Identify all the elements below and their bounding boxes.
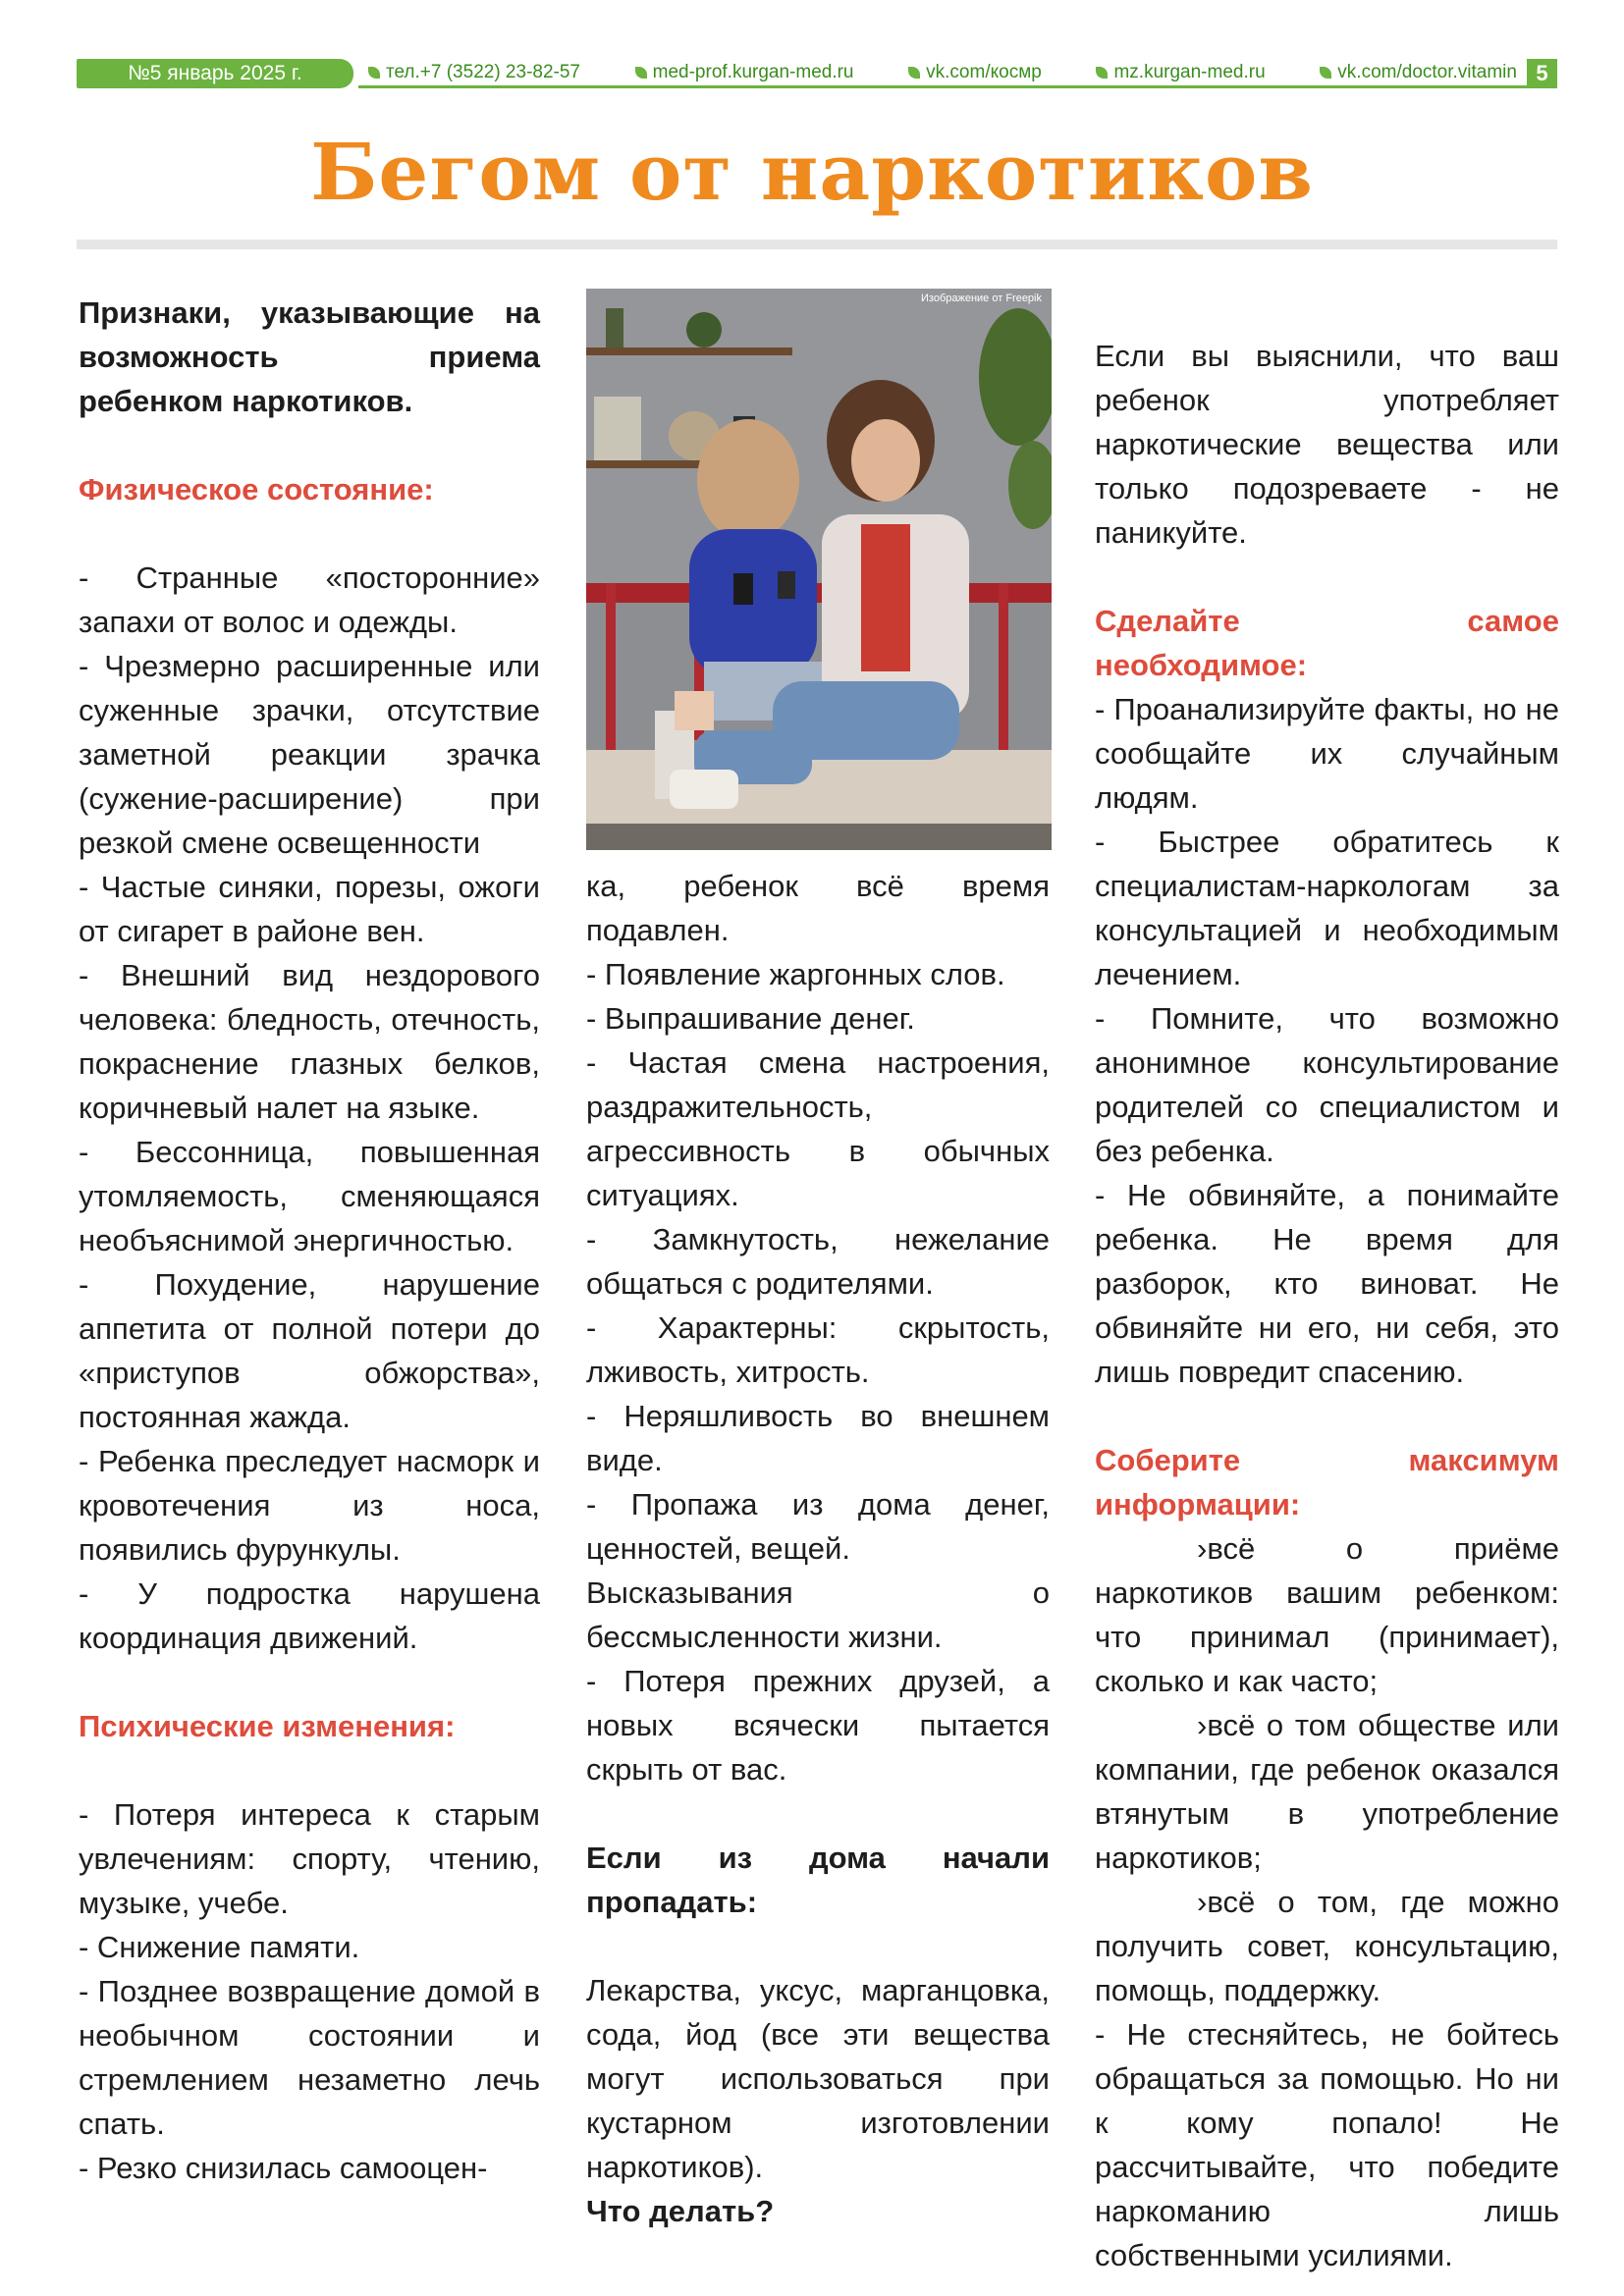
body-paragraph: - Ребенка преследует насморк и кровотечения из носа, появились фурункулы. [79, 1444, 540, 1567]
bullet-paragraph: ›всё о том обществе или компании, где ребенок оказался втянутым в употребление наркотиков; [1095, 1708, 1559, 1875]
contact-text: med-prof.kurgan-med.ru [652, 61, 854, 82]
lead-heading: Признаки, указывающие на возможность приема ребенком наркотиков. [79, 295, 540, 418]
contact-text: mz.kurgan-med.ru [1113, 61, 1266, 82]
contact-text: vk.com/doctor.vitamin [1337, 61, 1517, 82]
body-paragraph: - Похудение, нарушение аппетита от полной потери до «приступов обжорства», постоянная жажда. [79, 1267, 540, 1434]
title-divider [77, 240, 1557, 249]
page-number: 5 [1527, 59, 1557, 88]
body-paragraph: - Не стесняйтесь, не бойтесь обращаться за помощью. Но ни к кому попало! Не рассчитывайте, что победите наркоманию лишь собственными усилиями. [1095, 2017, 1559, 2272]
leaf-icon [908, 67, 920, 79]
paragraph-spacer [586, 1924, 1050, 1968]
body-paragraph: - Чрезмерно расширенные или суженные зрачки, отсутствие заметной реакции зрачка (сужение-расширение) при резкой смене освещенности [79, 649, 540, 860]
body-paragraph: - У подростка нарушена координация движений. [79, 1576, 540, 1655]
contact-phone [368, 62, 580, 83]
body-paragraph: - Не обвиняйте, а понимайте ребенка. Не время для разборок, кто виноват. Не обвиняйте ни его, ни себя, это лишь повредит спасению. [1095, 1178, 1559, 1389]
body-paragraph: - Странные «посторонние» запахи от волос и одежды. [79, 561, 540, 639]
leaf-icon [368, 67, 380, 79]
body-paragraph: - Снижение памяти. [79, 1930, 360, 1964]
body-paragraph: Высказывания о бессмысленности жизни. [586, 1575, 1050, 1654]
body-paragraph: ка, ребенок всё время подавлен. [586, 869, 1050, 947]
bullet-paragraph: ›всё о приёме наркотиков вашим ребенком: что принимал (принимает), сколько и как часто; [1095, 1531, 1559, 1698]
body-paragraph: - Быстрее обратитесь к специалистам-наркологам за консультацией и необходимым лечением. [1095, 825, 1559, 991]
header-bar [77, 59, 1557, 92]
body-paragraph: - Резко снизилась самооцен- [79, 2151, 488, 2185]
body-paragraph: - Проанализируйте факты, но не сообщайте их случайным людям. [1095, 692, 1559, 815]
body-paragraph: - Пропажа из дома денег, ценностей, вещей. [586, 1487, 1050, 1566]
column-2 [586, 864, 1050, 2233]
section-heading: Сделайте самое необходимое: [1095, 604, 1559, 682]
paragraph-spacer [79, 423, 540, 467]
leaf-icon [1320, 67, 1331, 79]
column-3 [1095, 334, 1559, 2277]
paragraph-spacer [79, 1660, 540, 1704]
contact-link[interactable] [1096, 62, 1265, 83]
body-paragraph: - Помните, что возможно анонимное консультирование родителей со специалистом и без ребенка. [1095, 1001, 1559, 1168]
issue-label: №5 январь 2025 г. [77, 59, 353, 88]
photo-credit: Изображение от Freepik [921, 293, 1042, 304]
leaf-icon [1096, 67, 1108, 79]
section-heading: Соберите максимум информации: [1095, 1443, 1559, 1522]
paragraph-spacer [79, 511, 540, 556]
contact-link[interactable] [908, 62, 1042, 83]
body-paragraph: - Частая смена настроения, раздражительность, агрессивность в обычных ситуациях. [586, 1045, 1050, 1212]
body-paragraph: - Бессонница, повышенная утомляемость, сменяющаяся необъяснимой энергичностью. [79, 1135, 540, 1257]
contact-link[interactable] [635, 62, 854, 83]
body-paragraph: - Замкнутость, нежелание общаться с родителями. [586, 1222, 1050, 1301]
body-paragraph: - Позднее возвращение домой в необычном состоянии и стремлением незаметно лечь спать. [79, 1974, 540, 2141]
section-heading: Психические изменения: [79, 1709, 456, 1743]
body-paragraph: - Потеря прежних друзей, а новых всячески пытается скрыть от вас. [586, 1664, 1050, 1787]
paragraph-spacer [1095, 555, 1559, 599]
bullet-paragraph: ›всё о том, где можно получить совет, консультацию, помощь, поддержку. [1095, 1885, 1559, 2007]
contact-text: vk.com/космр [926, 61, 1042, 82]
body-paragraph: - Внешний вид нездорового человека: бледность, отечность, покраснение глазных белков, коричневый налет на языке. [79, 958, 540, 1125]
leaf-icon [635, 67, 647, 79]
column-1 [79, 291, 540, 2190]
lead-heading: Что делать? [586, 2194, 775, 2228]
contact-text: тел.+7 (3522) 23-82-57 [386, 61, 580, 82]
paragraph-spacer [586, 1791, 1050, 1836]
body-paragraph: - Потеря интереса к старым увлечениям: спорту, чтению, музыке, учебе. [79, 1797, 540, 1920]
body-paragraph: - Выпрашивание денег. [586, 1001, 915, 1036]
body-paragraph: - Характерны: скрытость, лживость, хитрость. [586, 1310, 1050, 1389]
paragraph-spacer [79, 1748, 540, 1792]
body-paragraph: Если вы выяснили, что ваш ребенок употребляет наркотические вещества или только подозреваете - не паникуйте. [1095, 339, 1559, 550]
body-paragraph: - Появление жаргонных слов. [586, 957, 1005, 991]
paragraph-spacer [1095, 1394, 1559, 1438]
article-photo [586, 289, 1052, 850]
photo-illustration [586, 289, 1052, 850]
contacts-bar [358, 59, 1527, 88]
contact-link[interactable] [1320, 62, 1517, 83]
body-paragraph: - Частые синяки, порезы, ожоги от сигарет в районе вен. [79, 870, 540, 948]
section-heading: Физическое состояние: [79, 472, 434, 507]
lead-heading: Если из дома начали пропадать: [586, 1841, 1050, 1919]
body-paragraph: - Неряшливость во внешнем виде. [586, 1399, 1050, 1477]
body-paragraph: Лекарства, уксус, марганцовка, сода, йод (все эти вещества могут использоваться при кустарном изготовлении наркотиков). [586, 1973, 1050, 2184]
page-title: Бегом от наркотиков [310, 126, 1314, 218]
